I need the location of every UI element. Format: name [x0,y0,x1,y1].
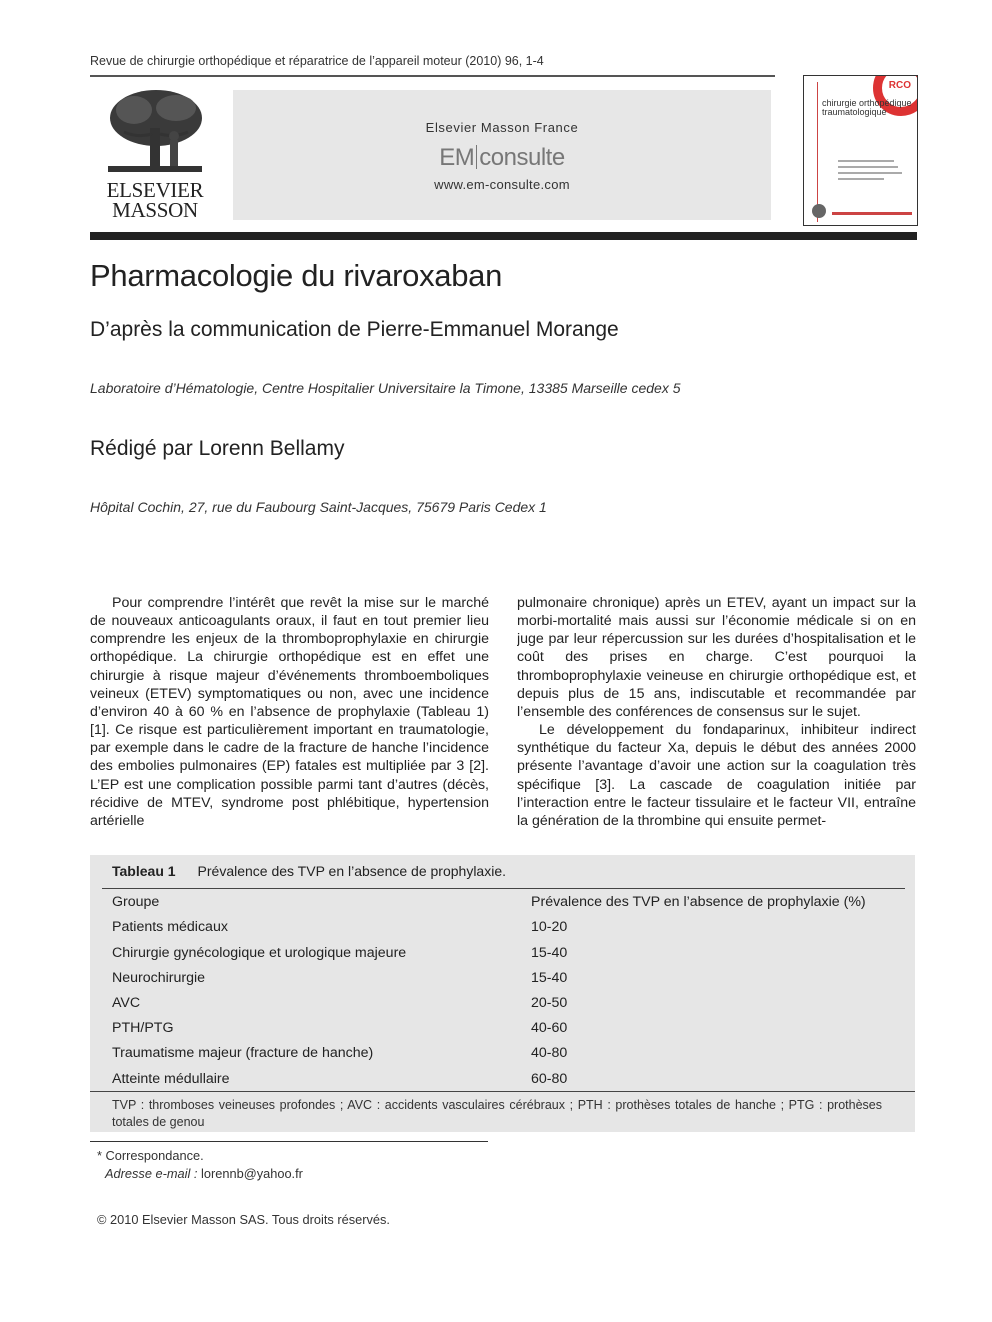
article-title: Pharmacologie du rivaroxaban [90,258,503,293]
cell-group: Traumatisme majeur (fracture de hanche) [112,1045,374,1061]
table-header-row [112,894,902,919]
table-row [112,970,902,995]
cover-text-line [838,160,894,162]
body-column-left [90,594,489,832]
em-logo-right: consulte [479,144,565,171]
em-consulte-logo [233,144,771,172]
logo-separator [476,145,477,169]
em-logo-left: EM [439,144,475,171]
cell-value: 60-80 [531,1071,568,1087]
cover-roc: RCO [888,80,911,91]
affiliation-2: Hôpital Cochin, 27, rue du Faubourg Saint-Jacques, 75679 Paris Cedex 1 [90,499,547,515]
cell-group: PTH/PTG [112,1020,174,1036]
cover-emblem-icon [812,204,826,218]
em-url: www.em-consulte.com [434,177,570,192]
thick-rule [90,232,917,240]
cell-group: AVC [112,995,141,1011]
table-row [112,945,902,970]
cover-side-band [808,82,818,222]
cell-value: 40-60 [531,1020,568,1036]
paragraph: pulmonaire chronique) après un ETEV, ayant un impact sur la morbi-mortalité mais aussi sur l’économie médicale si on en juge par leur répercussion sur les durées d’hospitalisation et le coût des prises en charge. C’est pourquoi la thromboprophylaxie veineuse en chirurgie orthopédique est, et depuis plus de 15 ans, indiscutable et recommandée par l’ensemble des conférences de consensus sur le sujet. [517,595,916,720]
footnote-correspondence: * Correspondance. [97,1148,204,1163]
header-cell-prevalence: Prévalence des TVP en l’absence de prophylaxie (%) [531,894,866,910]
em-publisher-name: Elsevier Masson France [425,120,579,135]
copyright: © 2010 Elsevier Masson SAS. Tous droits réservés. [97,1212,390,1227]
table-top-rule [102,888,905,889]
email-label: Adresse e-mail : [105,1166,198,1181]
paragraph: Le développement du fondaparinux, inhibiteur indirect synthétique du facteur Xa, depuis le début des années 2000 présente l’avantage d’avoir une action sur la coagulation très spécifique [3]. La cascade de coagulation initiée par l’interaction entre le facteur tissulaire et le facteur VII, entraîne la génération de la thrombine qui ensuite permet- [517,722,916,829]
footnote-rule [90,1141,488,1142]
publisher-logo [90,88,220,220]
cell-value: 15-40 [531,970,568,986]
em-consulte-banner [233,90,771,220]
table-row [112,1045,902,1070]
cell-group: Patients médicaux [112,919,228,935]
cover-text-line [838,166,898,168]
table-row [112,1020,902,1045]
affiliation-1: Laboratoire d’Hématologie, Centre Hospitalier Universitaire la Timone, 13385 Marseille cedex 5 [90,380,681,396]
body-column-right [517,594,916,832]
journal-cover-thumbnail [803,75,918,226]
cover-text-line [838,178,884,180]
header-cell-group: Groupe [112,894,160,910]
table-row [112,995,902,1020]
cell-group: Atteinte médullaire [112,1071,230,1087]
cell-value: 20-50 [531,995,568,1011]
cell-value: 40-80 [531,1045,568,1061]
table-bottom-rule [90,1091,915,1092]
author-line: Rédigé par Lorenn Bellamy [90,437,345,460]
journal-reference: Revue de chirurgie orthopédique et réparatrice de l’appareil moteur (2010) 96, 1-4 [90,54,544,68]
cover-title-line-2: traumatologique [822,107,887,117]
table-label: Tableau 1 [112,863,176,879]
cover-title-line-1: chirurgie orthopédique [822,98,912,108]
footnote-email [105,1166,303,1181]
table-note: TVP : thromboses veineuses profondes ; AVC : accidents vasculaires cérébraux ; PTH : prothèses totales de hanche ; PTG : prothèses totales de genou [112,1098,882,1129]
email-address[interactable]: lorennb@yahoo.fr [201,1166,303,1181]
cell-value: 15-40 [531,945,568,961]
table-row [112,1071,902,1096]
table-row [112,919,902,944]
table-caption-text: Prévalence des TVP en l’absence de prophylaxie. [197,863,507,879]
cell-group: Chirurgie gynécologique et urologique majeure [112,945,407,961]
header-rule [90,75,775,77]
logo-word-1: ELSEVIER [106,178,204,202]
cover-text-line [838,172,902,174]
article-subtitle: D’après la communication de Pierre-Emmanuel Morange [90,318,619,341]
paragraph: Pour comprendre l’intérêt que revêt la mise sur le marché de nouveaux anticoagulants oraux, il faut en tout premier lieu comprendre les enjeux de la thromboprophylaxie en chirurgie orthopédique. La chirurgie orthopédique est en effet une chirurgie à risque majeur d’événements thromboemboliques veineux (ETEV) symptomatiques ou non, avec une incidence d’environ 40 à 60 % en l’absence de prophylaxie (Tableau 1) [1]. Ce risque est particulièrement important en traumatologie, par exemple dans le cadre de la fracture de hanche l’incidence des embolies pulmonaires (EP) fatales est multipliée par 3 [2]. L’EP est une complication possible parmi tant d’autres (décès, récidive de MTEV, syndrome post phlébitique, hypertension artérielle [90,595,489,829]
cell-group: Neurochirurgie [112,970,206,986]
table-1 [90,855,915,1132]
cover-bottom-band [832,212,912,215]
tree-logo-icon [104,88,206,176]
logo-word-2: MASSON [112,198,198,222]
cell-value: 10-20 [531,919,568,935]
table-caption [112,863,506,879]
